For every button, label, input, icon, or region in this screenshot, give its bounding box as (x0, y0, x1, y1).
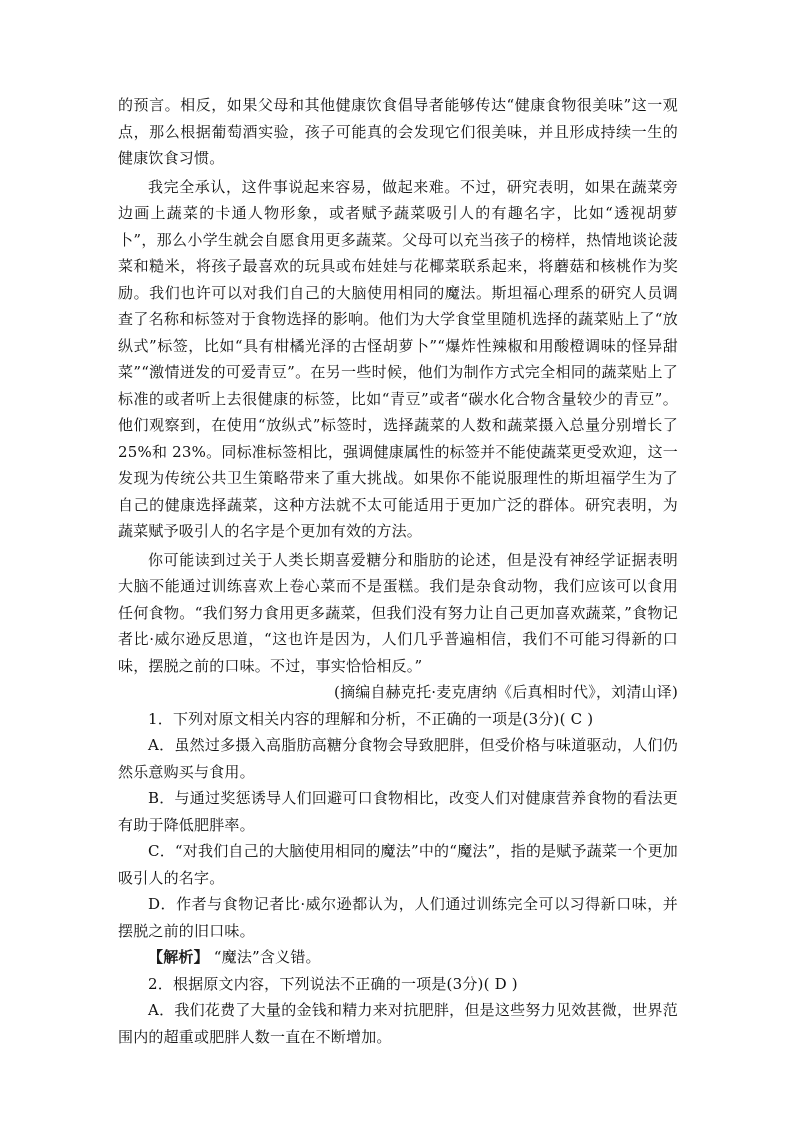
analysis-text: “魔法”含义错。 (213, 948, 321, 966)
question-1-option-b: B．与通过奖惩诱导人们回避可口食物相比，改变人们对健康营养食物的看法更有助于降低肥胖率。 (118, 789, 678, 834)
question-2-option-a: A．我们花费了大量的金钱和精力来对抗肥胖，但是这些努力见效甚微，世界范围内的超重或肥胖人数一直在不断增加。 (118, 1001, 678, 1046)
question-1-option-d: D．作者与食物记者比·威尔逊都认为，人们通过训练完全可以习得新口味，并摆脱之前的旧口味。 (118, 895, 678, 940)
paragraph-taste-training: 你可能读到过关于人类长期喜爱糖分和脂肪的论述，但是没有神经学证据表明大脑不能通过训练喜欢上卷心菜而不是蛋糕。我们是杂食动物，我们应该可以食用任何食物。“我们努力食用更多蔬菜，但我们没有努力让自己更加喜欢蔬菜，”食物记者比·威尔逊反思道，“这也许是因为，人们几乎普遍相信，我们不可能习得新的口味，摆脱之前的口味。不过，事实恰恰相反。” (118, 550, 678, 675)
analysis-tag: 【解析】 (148, 948, 209, 966)
question-2-stem: 2．根据原文内容，下列说法不正确的一项是(3分)( D ) (148, 974, 518, 993)
question-1-option-a: A．虽然过多摄入高脂肪高糖分食物会导致肥胖，但受价格与味道驱动，人们仍然乐意购买与食用。 (118, 736, 678, 781)
question-1-option-c: C．“对我们自己的大脑使用相同的魔法”中的“魔法”，指的是赋予蔬菜一个更加吸引人的名字。 (118, 842, 678, 887)
question-1-stem: 1．下列对原文相关内容的理解和分析，不正确的一项是(3分)( C ) (148, 709, 594, 728)
paragraph-labels-study: 我完全承认，这件事说起来容易，做起来难。不过，研究表明，如果在蔬菜旁边画上蔬菜的卡通人物形象，或者赋予蔬菜吸引人的有趣名字，比如“透视胡萝卜”，那么小学生就会自愿食用更多蔬菜。父母可以充当孩子的榜样，热情地谈论菠菜和糙米，将孩子最喜欢的玩具或布娃娃与花椰菜联系起来，将蘑菇和核桃作为奖励。我们也许可以对我们自己的大脑使用相同的魔法。斯坦福心理系的研究人员调查了名称和标签对于食物选择的影响。他们为大学食堂里随机选择的蔬菜贴上了“放纵式”标签，比如“具有柑橘光泽的古怪胡萝卜”“爆炸性辣椒和用酸橙调味的怪异甜菜”“激情迸发的可爱青豆”。在另一些时候，他们为制作方式完全相同的蔬菜贴上了标准的或者听上去很健康的标签，比如“青豆”或者“碳水化合物含量较少的青豆”。他们观察到，在使用“放纵式”标签时，选择蔬菜的人数和蔬菜摄入总量分别增长了 25%和 23%。同标准标签相比，强调健康属性的标签并不能使蔬菜更受欢迎，这一发现为传统公共卫生策略带来了重大挑战。如果你不能说服理性的斯坦福学生为了自己的健康选择蔬菜，这种方法就不太可能适用于更加广泛的群体。研究表明，为蔬菜赋予吸引人的名字是个更加有效的方法。 (118, 177, 678, 540)
paragraph-continuation: 的预言。相反，如果父母和其他健康饮食倡导者能够传达“健康食物很美味”这一观点，那么根据葡萄酒实验，孩子可能真的会发现它们很美味，并且形成持续一生的健康饮食习惯。 (118, 96, 678, 167)
question-1-analysis (118, 944, 678, 971)
document-body (118, 92, 678, 1050)
source-citation: (摘编自赫克托·麦克唐纳《后真相时代》，刘清山译) (334, 683, 678, 701)
